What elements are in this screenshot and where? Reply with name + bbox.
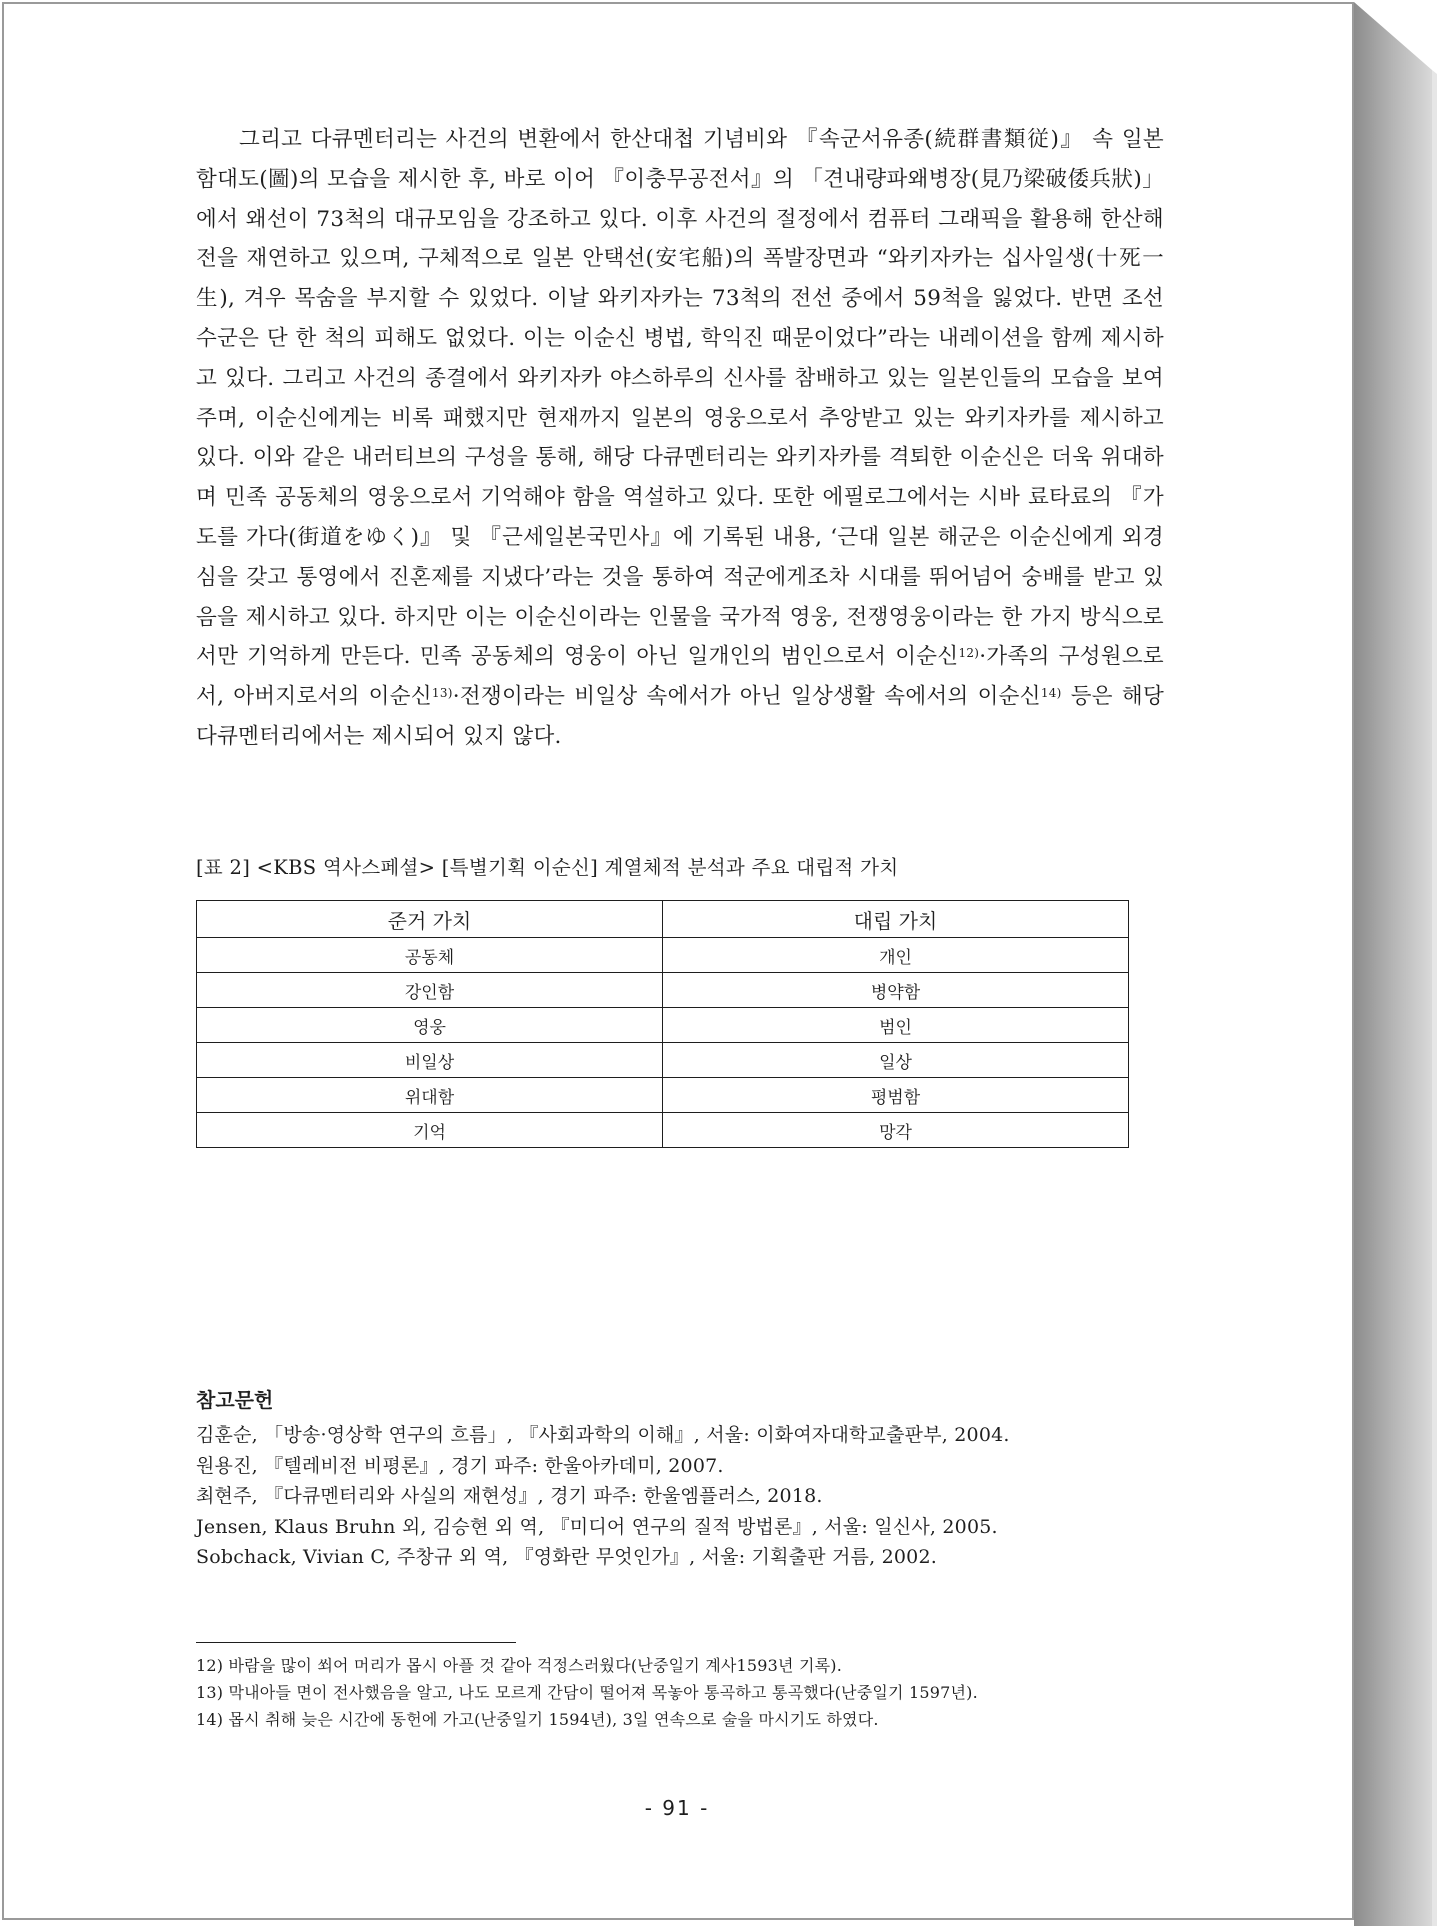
paragraph-text-3: ·전쟁이라는 비일상 속에서가 아닌 일상생활 속에서의 이순신 bbox=[452, 684, 1041, 710]
paragraph-text-4: 등은 해당 다큐멘터리에서는 제시되어 있지 않다. bbox=[196, 684, 1165, 749]
table-cell: 일상 bbox=[663, 1043, 1129, 1078]
paragraph-text-1: 그리고 다큐멘터리는 사건의 변환에서 한산대첩 기념비와 『속군서유종(続群書類従)』 속 일본 함대도(圖)의 모습을 제시한 후, 바로 이어 『이충무공전서』의 「견내량파왜병장(見乃梁破倭兵狀)」에서 왜선이 73척의 대규모임을 강조하고 있다. 이후 사건의 절정에서 컴퓨터 그래픽을 활용해 한산해전을 재연하고 있으며, 구체적으로 일본 안택선(安宅船)의 폭발장면과 “와키자카는 십사일생(十死一生), 겨우 목숨을 부지할 수 있었다. 이날 와키자카는 73척의 전선 중에서 59척을 잃었다. 반면 조선 수군은 단 한 척의 피해도 없었다. 이는 이순신 병법, 학익진 때문이었다”라는 내레이션을 함께 제시하고 있다. 그리고 사건의 종결에서 와키자카 야스하루의 신사를 참배하고 있는 일본인들의 모습을 보여주며, 이순신에게는 비록 패했지만 현재까지 일본의 영웅으로서 추앙받고 있는 와키자카를 제시하고 있다. 이와 같은 내러티브의 구성을 통해, 해당 다큐멘터리는 와키자카를 격퇴한 이순신은 더욱 위대하며 민족 공동체의 영웅으로서 기억해야 함을 역설하고 있다. 또한 에필로그에서는 시바 료타료의 『가도를 가다(街道をゆく)』 및 『근세일본국민사』에 기록된 내용, ‘근대 일본 해군은 이순신에게 외경심을 갖고 통영에서 진혼제를 지냈다’라는 것을 통하여 적군에게조차 시대를 뛰어넘어 숭배를 받고 있음을 제시하고 있다. 하지만 이는 이순신이라는 인물을 국가적 영웅, 전쟁영웅이라는 한 가지 방식으로서만 기억하게 만든다. 민족 공동체의 영웅이 아닌 일개인의 범인으로서 이순신 bbox=[196, 127, 1164, 670]
page-number: - 91 - bbox=[644, 1796, 710, 1820]
table-row bbox=[197, 1078, 1129, 1113]
table-cell: 평범함 bbox=[663, 1078, 1129, 1113]
footnote-item: 14) 몹시 취해 늦은 시간에 동헌에 가고(난중일기 1594년), 3일 연속으로 술을 마시기도 하였다. bbox=[196, 1710, 879, 1729]
references-list bbox=[196, 1420, 1196, 1573]
reference-item: Jensen, Klaus Bruhn 외, 김승현 외 역, 『미디어 연구의 질적 방법론』, 서울: 일신사, 2005. bbox=[196, 1515, 998, 1538]
table-cell: 강인함 bbox=[197, 973, 663, 1008]
table-row bbox=[197, 938, 1129, 973]
reference-item: 원용진, 『텔레비전 비평론』, 경기 파주: 한울아카데미, 2007. bbox=[196, 1454, 724, 1477]
table-row bbox=[197, 1043, 1129, 1078]
table-header-cell: 준거 가치 bbox=[197, 901, 663, 938]
reference-item: Sobchack, Vivian C, 주창규 외 역, 『영화란 무엇인가』, 서울: 기획출판 거름, 2002. bbox=[196, 1546, 937, 1568]
table-row bbox=[197, 1008, 1129, 1043]
table-cell: 병약함 bbox=[663, 973, 1129, 1008]
table-cell: 위대함 bbox=[197, 1078, 663, 1113]
table-header-cell: 대립 가치 bbox=[663, 901, 1129, 938]
table-cell: 개인 bbox=[663, 938, 1129, 973]
reference-item: 김훈순, 「방송·영상학 연구의 흐름」, 『사회과학의 이해』, 서울: 이화여자대학교출판부, 2004. bbox=[196, 1424, 1010, 1446]
reference-item: 최현주, 『다큐멘터리와 사실의 재현성』, 경기 파주: 한울엠플러스, 2018. bbox=[196, 1485, 823, 1507]
footnote-ref-12[interactable]: 12) bbox=[958, 646, 980, 661]
paragraph-text-2: ·가족의 구성원으로서, 아버지로서의 이순신 bbox=[196, 644, 1164, 710]
footnote-item: 13) 막내아들 면이 전사했음을 알고, 나도 모르게 간담이 떨어져 목놓아 통곡하고 통곡했다(난중일기 1597년). bbox=[196, 1683, 978, 1702]
footnotes-list bbox=[196, 1652, 1196, 1733]
table-cell: 비일상 bbox=[197, 1043, 663, 1078]
footnote-item: 12) 바람을 많이 쐬어 머리가 몹시 아플 것 같아 걱정스러웠다(난중일기 계사1593년 기록). bbox=[196, 1656, 843, 1675]
references-title: 참고문헌 bbox=[196, 1388, 274, 1412]
table-cell: 기억 bbox=[197, 1113, 663, 1148]
table-row bbox=[197, 1113, 1129, 1148]
body-paragraph bbox=[196, 120, 1164, 757]
table-header-row bbox=[197, 901, 1129, 938]
footnote-ref-13[interactable]: 13) bbox=[431, 686, 453, 701]
footnote-divider bbox=[196, 1642, 516, 1643]
values-table bbox=[196, 900, 1129, 1148]
table-cell: 범인 bbox=[663, 1008, 1129, 1043]
table-cell: 망각 bbox=[663, 1113, 1129, 1148]
body-text bbox=[196, 120, 1164, 757]
page-edge-shadow bbox=[1354, 0, 1437, 1926]
table-row bbox=[197, 973, 1129, 1008]
footnote-ref-14[interactable]: 14) bbox=[1040, 686, 1062, 701]
table-cell: 영웅 bbox=[197, 1008, 663, 1043]
table-cell: 공동체 bbox=[197, 938, 663, 973]
table-caption: [표 2] <KBS 역사스페셜> [특별기획 이순신] 계열체적 분석과 주요 대립적 가치 bbox=[196, 856, 899, 879]
